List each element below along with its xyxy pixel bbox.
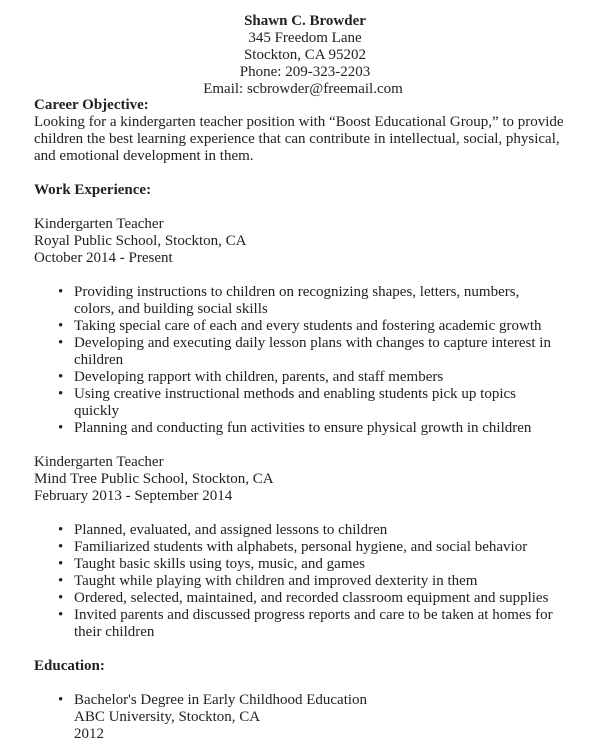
candidate-name: Shawn C. Browder [244, 13, 366, 29]
bullet-icon: • [58, 573, 64, 589]
job-place: Mind Tree Public School, Stockton, CA [34, 471, 274, 487]
job-place: Royal Public School, Stockton, CA [34, 233, 247, 249]
address-line: 345 Freedom Lane [248, 30, 362, 46]
resume-header [0, 13, 600, 98]
list-item: • Ordered, selected, maintained, and recorded classroom equipment and supplies [58, 590, 549, 606]
job-1-duties [34, 284, 586, 437]
objective-line: Looking for a kindergarten teacher position with “Boost Educational Group,” to provide [34, 114, 564, 130]
job-2-duties [34, 522, 586, 641]
bullet-icon: • [58, 556, 64, 572]
job-2-meta [34, 454, 586, 505]
list-item: • Developing and executing daily lesson plans with changes to capture interest in children [58, 335, 551, 368]
list-item: • Taught basic skills using toys, music, and games [58, 556, 366, 572]
resume-body [34, 97, 586, 743]
bullet-icon: • [58, 386, 64, 402]
email-line: Email: scbrowder@freemail.com [203, 81, 403, 97]
bullet-icon: • [58, 539, 64, 555]
bullet-icon: • [58, 284, 64, 300]
job-dates: February 2013 - September 2014 [34, 488, 233, 504]
list-item: • Providing instructions to children on recognizing shapes, letters, numbers, colors, and building social skills [58, 284, 520, 317]
objective-text [34, 114, 586, 165]
objective-line: children the best learning experience that can contribute in intellectual, social, physical, [34, 131, 560, 147]
school: ABC University, Stockton, CA [74, 709, 261, 725]
bullet-icon: • [58, 522, 64, 538]
bullet-icon: • [58, 335, 64, 351]
list-item: • Taught while playing with children and improved dexterity in them [58, 573, 478, 589]
bullet-icon: • [58, 590, 64, 606]
bullet-icon: • [58, 420, 64, 436]
list-item: • Familiarized students with alphabets, personal hygiene, and social behavior [58, 539, 528, 555]
list-item: • Using creative instructional methods and enabling students pick up topics quickly [58, 386, 516, 419]
bullet-icon: • [58, 692, 64, 708]
list-item: • Taking special care of each and every students and fostering academic growth [58, 318, 542, 334]
job-title: Kindergarten Teacher [34, 454, 164, 470]
bullet-icon: • [58, 369, 64, 385]
education-entry [34, 692, 586, 743]
list-item: • Developing rapport with children, parents, and staff members [58, 369, 444, 385]
city-line: Stockton, CA 95202 [243, 47, 367, 63]
education-heading: Education: [34, 658, 105, 674]
objective-heading: Career Objective: [34, 97, 149, 113]
objective-line: and emotional development in them. [34, 148, 254, 164]
job-title: Kindergarten Teacher [34, 216, 164, 232]
bullet-icon: • [58, 607, 64, 623]
list-item: • Planned, evaluated, and assigned lessons to children [58, 522, 388, 538]
degree: Bachelor's Degree in Early Childhood Education [74, 692, 368, 708]
list-item: • Invited parents and discussed progress reports and care to be taken at homes for their children [58, 607, 553, 640]
job-1-meta [34, 216, 586, 267]
graduation-year: 2012 [74, 726, 104, 742]
bullet-icon: • [58, 318, 64, 334]
job-dates: October 2014 - Present [34, 250, 173, 266]
experience-heading: Work Experience: [34, 182, 152, 198]
phone-line: Phone: 209-323-2203 [239, 64, 371, 80]
list-item: • Planning and conducting fun activities to ensure physical growth in children [58, 420, 532, 436]
